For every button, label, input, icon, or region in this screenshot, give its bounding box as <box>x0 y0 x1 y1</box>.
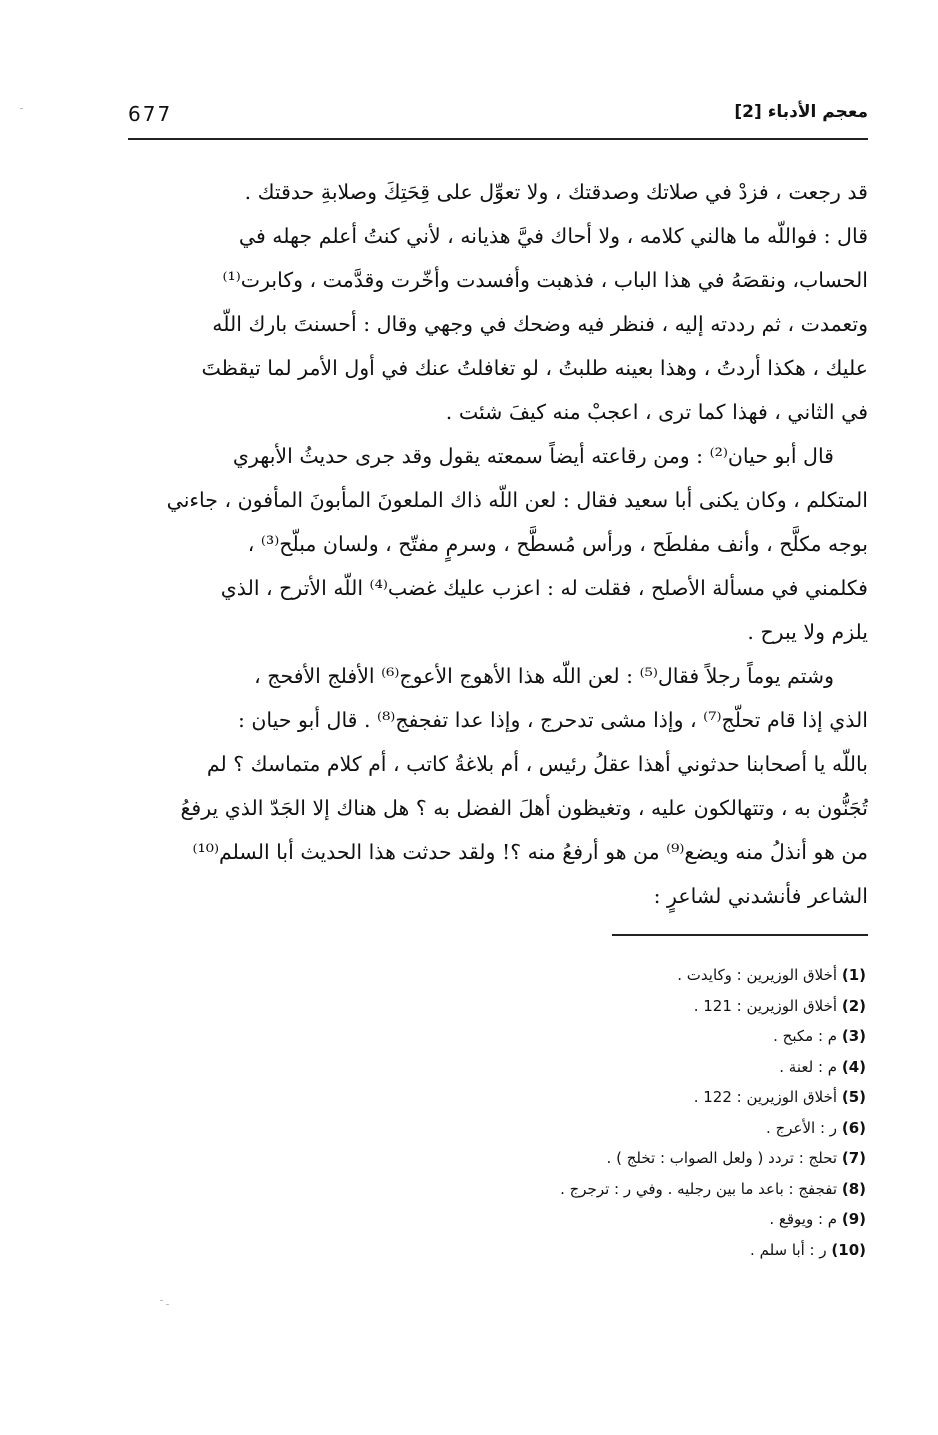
footnote-text: أخلاق الوزيرين : وكايدت . <box>677 966 838 984</box>
footnotes <box>128 960 868 1265</box>
footnote <box>128 1082 868 1113</box>
footnote-separator <box>612 934 868 936</box>
scan-speck <box>20 108 23 109</box>
footnote <box>128 1113 868 1144</box>
text-line: وتعمدت ، ثم رددته إليه ، فنظر فيه وضحك في وجهي وقال : أحسنتَ بارك اللّه <box>212 312 868 336</box>
text-line: الحساب، ونقصَهُ في هذا الباب ، فذهبت وأفسدت وأخّرت وقدَّمت ، وكابرت⁽¹⁾ <box>222 268 868 292</box>
footnote-number: (3) <box>841 1027 866 1045</box>
text-line: وشتم يوماً رجلاً فقال⁽⁵⁾ : لعن اللّه هذا الأهوج الأعوج⁽⁶⁾ الأفلج الأفحج ، <box>254 664 834 688</box>
footnote <box>128 1021 868 1052</box>
main-text <box>128 170 868 918</box>
footnote-number: (7) <box>841 1149 866 1167</box>
footnote <box>128 1235 868 1266</box>
footnote-number: (6) <box>841 1118 866 1137</box>
scan-speck <box>166 1304 169 1305</box>
footnote-number: (4) <box>841 1057 866 1076</box>
footnote-text: تفجفج : باعد ما بين رجليه . وفي ر : ترجرج . <box>560 1179 838 1198</box>
running-title: معجم الأدباء [2] <box>734 102 868 122</box>
text-line: الذي إذا قام تحلّج⁽⁷⁾ ، وإذا مشى تدحرج ، وإذا عدا تفجفج⁽⁸⁾ . قال أبو حيان : <box>237 708 868 732</box>
text-line: فكلمني في مسألة الأصلح ، فقلت له : اعزب عليك غضب⁽⁴⁾ اللّه الأترح ، الذي <box>220 576 868 600</box>
footnote <box>128 1052 868 1083</box>
footnote-text: ر : الأعرج . <box>766 1118 838 1137</box>
footnote-number: (8) <box>841 1179 866 1198</box>
footnote-number: (5) <box>841 1088 866 1106</box>
header-rule <box>128 138 868 140</box>
footnote-text: م : ويوقع . <box>769 1210 838 1228</box>
text-line: الشاعر فأنشدني لشاعرٍ : <box>653 884 868 908</box>
page-header <box>128 96 868 136</box>
footnote-number: (1) <box>841 966 866 984</box>
text-line: قال : فواللّه ما هالني كلامه ، ولا أحاك فيَّ هذيانه ، لأني كنتُ أعلم جهله في <box>238 224 868 248</box>
text-line: المتكلم ، وكان يكنى أبا سعيد فقال : لعن اللّه ذاك الملعونَ المأبونَ المأفون ، جاءني <box>166 488 868 512</box>
footnote-text: تحلج : تردد ( ولعل الصواب : تخلج ) . <box>606 1149 838 1167</box>
text-line: من هو أنذلُ منه ويضع⁽⁹⁾ من هو أرفعُ منه ؟! ولقد حدثت هذا الحديث أبا السلم⁽¹⁰⁾ <box>192 840 868 864</box>
footnote-number: (9) <box>841 1210 866 1228</box>
text-line: يلزم ولا يبرح . <box>747 620 868 644</box>
footnote <box>128 960 868 991</box>
footnote <box>128 1143 868 1174</box>
footnote <box>128 1204 868 1235</box>
footnote-text: م : لعنة . <box>779 1057 838 1076</box>
text-line: قد رجعت ، فزدْ في صلاتك وصدقتك ، ولا تعوِّل على قِحَتِكَ وصلابةِ حدقتك . <box>244 180 868 204</box>
text-line: عليك ، هكذا أردتُ ، وهذا بعينه طلبتُ ، لو تغافلتُ عنك في أول الأمر لما تيقظتَ <box>201 356 868 380</box>
footnote-text: م : مكبح . <box>773 1027 838 1045</box>
footnote <box>128 991 868 1022</box>
footnote-number: (2) <box>841 996 866 1015</box>
text-line: تُجَنُّون به ، وتتهالكون عليه ، وتغيظون أهلَ الفضل به ؟ هل هناك إلا الجَدّ الذي يرفعُ <box>180 796 868 820</box>
text-line: في الثاني ، فهذا كما ترى ، اعجبْ منه كيفَ شئت . <box>445 400 868 424</box>
footnote-text: أخلاق الوزيرين : 121 . <box>693 996 838 1015</box>
footnote <box>128 1174 868 1205</box>
footnote-number: (10) <box>831 1240 866 1259</box>
text-line: بوجه مكلَّح ، وأنف مفلطَح ، ورأس مُسطَّح ، وسرمٍ مفتّح ، ولسان مبلّح⁽³⁾ ، <box>247 532 868 556</box>
text-line: باللّه يا أصحابنا حدثوني أهذا عقلُ رئيس ، أم بلاغةُ كاتب ، أم كلام متماسك ؟ لم <box>206 752 868 776</box>
footnote-text: أخلاق الوزيرين : 122 . <box>693 1088 838 1106</box>
footnote-text: ر : أبا سلم . <box>750 1240 827 1259</box>
text-line: قال أبو حيان⁽²⁾ : ومن رقاعته أيضاً سمعته يقول وقد جرى حديثُ الأبهري <box>232 444 834 468</box>
page-number: 677 <box>128 102 173 126</box>
scan-speck <box>160 1300 163 1301</box>
